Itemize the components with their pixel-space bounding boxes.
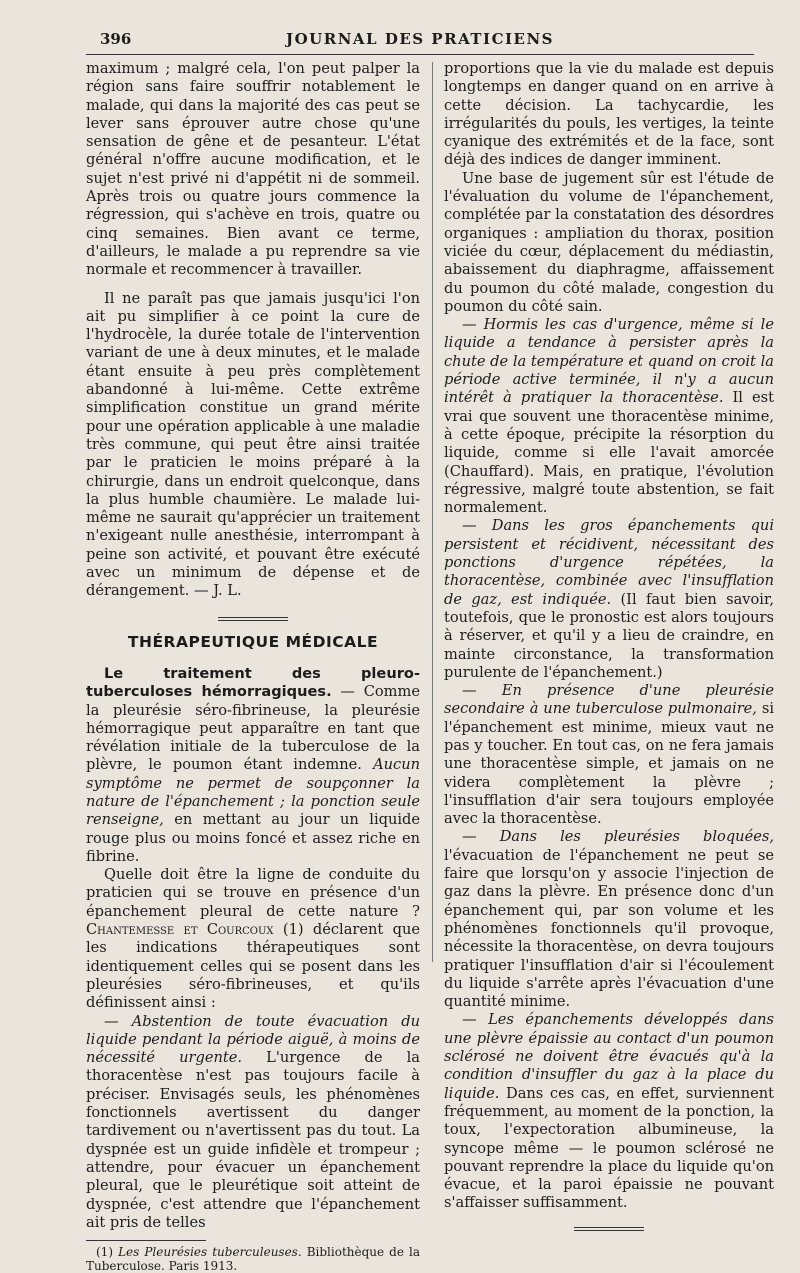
text-run: Il est vrai que souvent une thoracentèse minime, à cette époque, précipite la résorption du liquide, comme si elle l'avait amorcée (Chauffard). Mais, en pratique, l'évolution régressive, malgré toute abstention, se fait normalement. (444, 389, 774, 517)
running-header (86, 30, 754, 52)
paragraph (86, 1013, 420, 1233)
text-run: — Comme la pleurésie séro-fibrineuse, la pleurésie hémorragique peut apparaître en tant que révélation initiale de la tuberculose de la plèvre, le poumon étant indemne. (86, 683, 420, 774)
text-run: Dans ces cas, en effet, surviennent fréquemment, au moment de la ponction, la toux, l'expectoration albumineuse, la syncope même — le poumon sclérosé ne pouvant reprendre la place du liquide qu'on évacue, et la paroi épaissie ne pouvant s'affaisser suffisamment. (444, 1084, 774, 1212)
footnote-rule (86, 1240, 206, 1241)
paragraph (444, 682, 774, 828)
journal-title: JOURNAL DES PRATICIENS (286, 30, 554, 48)
text-run: si l'épanchement est minime, mieux vaut ne pas y toucher. En tout cas, on ne fera jamais une thoracentèse simple, et jamais on ne videra complètement la plèvre ; l'insufflation d'air sera toujours employée avec la thoracentèse. (444, 700, 775, 828)
section-title: THÉRAPEUTIQUE MÉDICALE (127, 632, 379, 651)
paragraph (444, 517, 774, 682)
text-run: Quelle doit être la ligne de conduite du praticien qui se trouve en présence d'un épanchement pleural de cette nature ? (86, 866, 420, 920)
paragraph: proportions que la vie du malade est depuis longtemps en danger quand on en arrive à cette décision. La tachycardie, les irrégularités du pouls, les vertiges, la teinte cyanique des extrémités et de la face, sont déjà des indices de danger imminent. (444, 60, 774, 169)
page-number: 396 (100, 30, 132, 48)
article-title: Le traitement des pleuro-tuberculoses hémorragiques. (86, 664, 420, 701)
text-run: en mettant au jour un liquide rouge plus ou moins foncé et assez riche en fibrine. (86, 811, 420, 865)
text-run: (Il faut bien savoir, toutefois, que le pronostic est alors toujours à réserver, et qu'il y a lieu de craindre, en mainte circonstance, la transformation purulente de l'épanchement.) (444, 590, 774, 681)
footnote (86, 1245, 420, 1273)
text-run: l'évacuation de l'épanchement ne peut se faire que lorsqu'on y associe l'injection de gaz dans la plèvre. En présence donc d'un épanchement qui, par son volume et les phénomènes fonctionnels qu'il provoque, nécessite la thoracentèse, on devra toujours pratiquer l'insufflation d'air si l'écoulement du liquide s'arrête après l'évacuation d'une quantité minime. (444, 846, 774, 1011)
italic-text: — En présence d'une pleurésie secondaire à une tuberculose pulmonaire, (444, 682, 774, 718)
paragraph: maximum ; malgré cela, l'on peut palper la région sans faire souffrir notablement le malade, qui dans la majorité des cas peut se lever sans éprouver autre chose qu'une sensation de gêne et de pesanteur. L'état général n'offre aucune modification, et le sujet n'est privé ni d'appétit ni de sommeil. Après trois ou quatre jours commence la régression, qui s'achève en trois, quatre ou cinq semaines. Bien avant ce terme, d'ailleurs, le malade a pu reprendre sa vie normale et recommencer à travailler. (86, 60, 420, 279)
paragraph: Il ne paraît pas que jamais jusqu'ici l'on ait pu simplifier à ce point la cure de l'hydrocèle, la durée totale de l'intervention variant de une à deux minutes, et le malade étant ensuite à peu près complètement abandonné à lui-même. Cette extrême simplification constitue un grand mérite pour une opération applicable à une maladie très commune, qui peut être ainsi traitée par le praticien le moins préparé à la chirurgie, dans un endroit quelconque, dans la plus humble chaumière. Le malade lui-même ne saurait qu'apprécier un traitement n'exigeant nulle anesthésie, interrompant à peine son activité, et pouvant être exécuté avec un minimum de dépense et de dérangement. — J. L. (86, 289, 420, 600)
paragraph: Une base de jugement sûr est l'étude de l'évaluation du volume de l'épanchement, complétée par la constatation des désordres organiques : ampliation du thorax, position viciée du cœur, déplacement du médiastin, abaissement du diaphragme, affaissement du poumon du côté malade, congestion du poumon du côté sain. (444, 169, 774, 315)
left-column (86, 60, 420, 1273)
paragraph (86, 866, 420, 1012)
paragraph (444, 316, 774, 517)
italic-text: — Les épanchements développés dans une plèvre épaissie au contact d'un poumon sclérosé ne doivent être évacués qu'à la condition d'insuffler du gaz à la place du liquide. (444, 1011, 774, 1102)
section-separator (218, 617, 288, 621)
italic-text: — Dans les pleurésies bloquées, (462, 828, 774, 846)
end-separator (574, 1227, 644, 1231)
text-run: L'urgence de la thoracentèse n'est pas toujours facile à préciser. Envisagés seuls, les phénomènes fonctionnels avertissent du danger tardivement ou n'avertissent pas du tout. La dyspnée est un guide infidèle et trompeur ; attendre, pour évacuer un épanchement pleural, que le pleurétique soit atteint de dyspnée, c'est attendre que l'épanchement ait pris de telles (86, 1049, 420, 1231)
authors: Chantemesse et Courcoux (86, 921, 274, 939)
text-run: (1) (96, 1245, 119, 1260)
paragraph (444, 828, 774, 1011)
text-run: (1) déclarent que les indications thérapeutiques sont identiquement celles qui se posent dans les pleurésies séro-fibrineuses, et qu'ils définissent ainsi : (86, 921, 420, 1012)
header-rule (86, 54, 754, 55)
italic-text: — Hormis les cas d'urgence, même si le liquide a tendance à persister après la chute de la température et quand on croit la période active terminée, il n'y a aucun intérêt à pratiquer la thoracentèse. (444, 316, 774, 407)
column-divider (432, 62, 433, 962)
italic-text: — Abstention de toute évacuation du liquide pendant la période aiguë, à moins de nécessité urgente. (86, 1012, 420, 1067)
paragraph (444, 1011, 774, 1212)
right-column (444, 60, 774, 1231)
text-run: Bibliothèque de la Tuberculose. Paris 1913. (86, 1245, 420, 1273)
paragraph (86, 665, 420, 866)
italic-text: Aucun symptôme ne permet de soupçonner la nature de l'épanchement ; la ponction seule renseigne, (86, 756, 420, 829)
italic-text: — Dans les gros épanchements qui persistent et récidivent, nécessitant des ponctions d'urgence répétées, la thoracentèse, combinée avec l'insufflation de gaz, est indiquée. (444, 517, 774, 608)
italic-text: Les Pleurésies tuberculeuses. (118, 1245, 302, 1260)
